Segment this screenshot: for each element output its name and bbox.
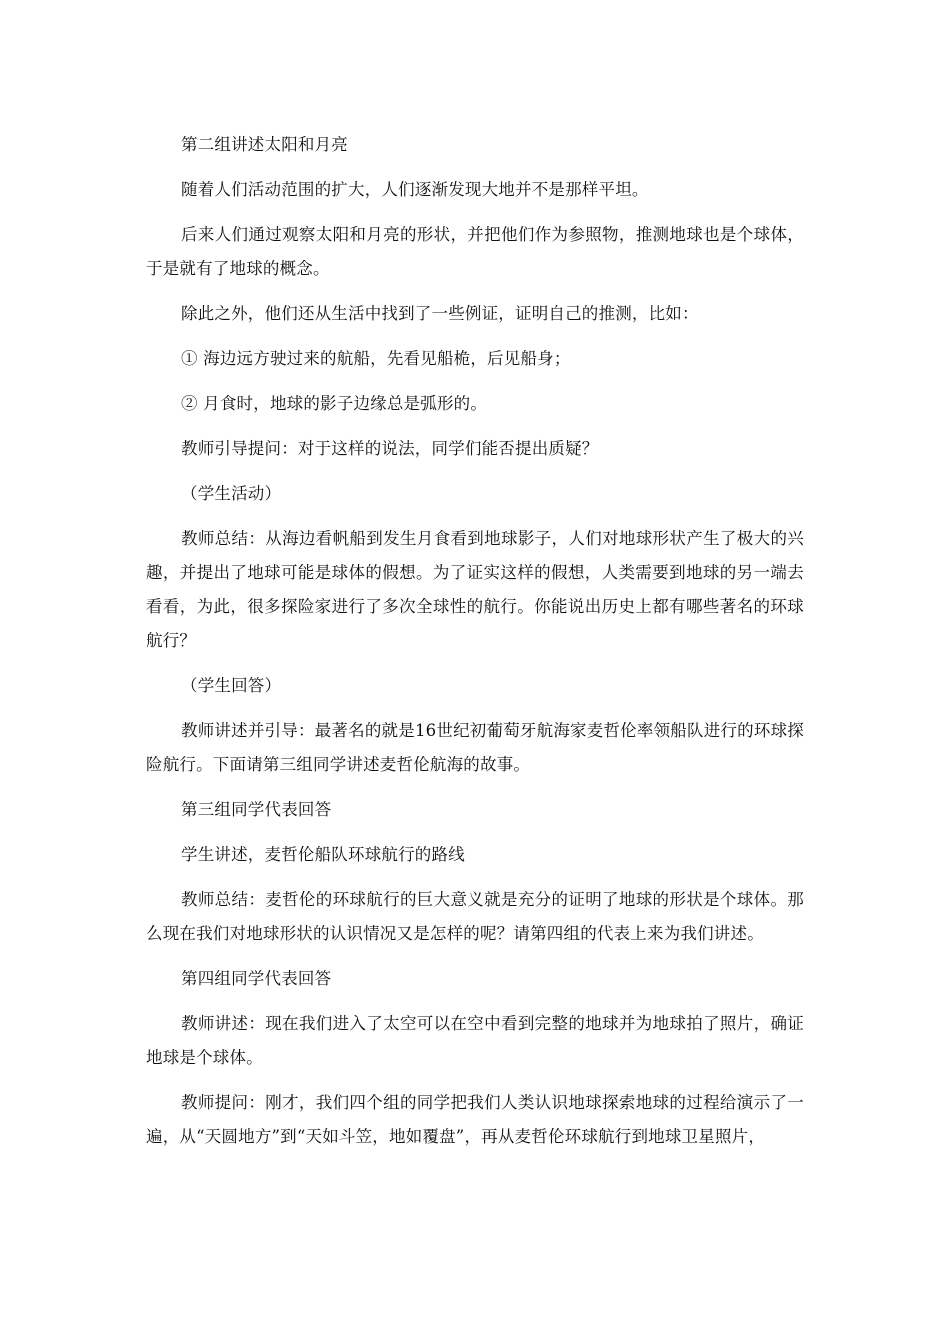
paragraph-student-route: 学生讲述，麦哲伦船队环球航行的路线 xyxy=(181,845,465,864)
paragraph-teacher-summary-1: 教师总结：从海边看帆船到发生月食看到地球影子，人们对地球形状产生了极大的兴趣，并提出了地球可能是球体的假想。为了证实这样的假想，人类需要到地球的另一端去看看，为此，很多探险家进行了多次全球性的航行。你能说出历史上都有哪些著名的环球航行？ xyxy=(146,529,804,650)
paragraph-teacher-question: 教师引导提问：对于这样的说法，同学们能否提出质疑？ xyxy=(181,439,599,458)
paragraph-sun-moon-observation: 后来人们通过观察太阳和月亮的形状，并把他们作为参照物，推测地球也是个球体，于是就有了地球的概念。 xyxy=(146,225,804,278)
paragraph-teacher-guide: 教师讲述并引导：最著名的就是16世纪初葡萄牙航海家麦哲伦率领船队进行的环球探险航行。下面请第三组同学讲述麦哲伦航海的故事。 xyxy=(146,721,804,774)
paragraph-student-answer: （学生回答） xyxy=(181,676,282,695)
paragraph-group3-answer: 第三组同学代表回答 xyxy=(181,800,332,819)
paragraph-group2-title: 第二组讲述太阳和月亮 xyxy=(181,135,348,154)
paragraph-evidence-eclipse: ② 月食时，地球的影子边缘总是弧形的。 xyxy=(181,394,488,413)
paragraph-teacher-question-2: 教师提问：刚才，我们四个组的同学把我们人类认识地球探索地球的过程给演示了一遍，从“天圆地方”到“天如斗笠，地如覆盘”，再从麦哲伦环球航行到地球卫星照片， xyxy=(146,1093,804,1146)
paragraph-group4-answer: 第四组同学代表回答 xyxy=(181,969,332,988)
paragraph-teacher-summary-2: 教师总结：麦哲伦的环球航行的巨大意义就是充分的证明了地球的形状是个球体。那么现在我们对地球形状的认识情况又是怎样的呢？请第四组的代表上来为我们讲述。 xyxy=(146,890,804,943)
document-body xyxy=(146,128,804,1154)
paragraph-student-activity: （学生活动） xyxy=(181,484,282,503)
paragraph-evidence-intro: 除此之外，他们还从生活中找到了一些例证，证明自己的推测，比如： xyxy=(181,304,699,323)
paragraph-evidence-ship: ① 海边远方驶过来的航船，先看见船桅，后见船身； xyxy=(181,349,571,368)
paragraph-activity-range: 随着人们活动范围的扩大，人们逐渐发现大地并不是那样平坦。 xyxy=(181,180,649,199)
paragraph-teacher-lecture: 教师讲述：现在我们进入了太空可以在空中看到完整的地球并为地球拍了照片，确证地球是个球体。 xyxy=(146,1014,804,1067)
